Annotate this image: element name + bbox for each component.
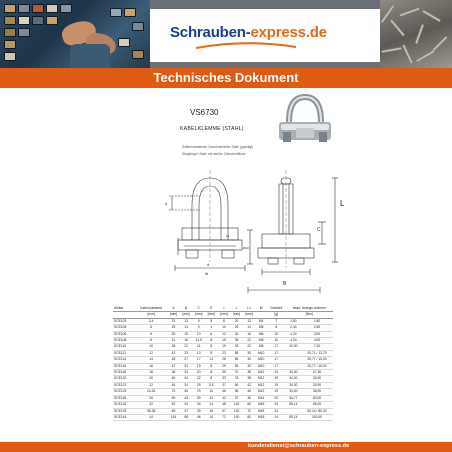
table-cell: 70 (171, 389, 176, 394)
table-unit-cell: [mm] (167, 312, 180, 318)
table-cell: M12 (257, 382, 265, 387)
table-cell: 11 (209, 357, 214, 362)
table-cell: 34 (196, 402, 201, 407)
dim-label-l1: L1 (226, 234, 230, 238)
table-cell: 115 (233, 402, 240, 407)
table-cell: 30 (171, 331, 176, 336)
dimensions-table (113, 306, 333, 421)
table-cell: 39 (196, 408, 201, 413)
table-cell: M12 (257, 389, 265, 394)
table-cell: SCE126 (114, 395, 127, 400)
table-cell: 55,14 (289, 402, 298, 407)
table-cell: 29 (222, 363, 226, 368)
table-header-cell: empf. Anzugs-moment (286, 306, 333, 312)
table-cell: 7,30 (313, 344, 321, 349)
table-cell: 8 (210, 344, 213, 349)
table-unit-cell: [mm] (205, 312, 218, 318)
table-cell: 55 (234, 350, 239, 355)
table-cell: 42 (247, 382, 251, 387)
dim-label-d: d (207, 263, 209, 267)
front-view (169, 170, 245, 271)
table-cell: 48 (222, 402, 226, 407)
table-header-cell: Kabel passend (135, 306, 167, 312)
table-cell: 55 (234, 363, 239, 368)
table-cell: 33,90 (312, 382, 322, 387)
footer-bar (0, 442, 452, 452)
table-cell: 43 (184, 402, 188, 407)
table-cell: 1,50 (290, 318, 297, 323)
table-cell: 14 (184, 325, 188, 330)
table-cell: 58 (184, 414, 188, 419)
table-cell: 25,77 / 15,00 (307, 357, 327, 362)
table-cell: 24 (274, 408, 279, 413)
table-cell: 37 (184, 408, 188, 413)
table-cell: 21 (171, 318, 176, 323)
table-cell: M12 (257, 370, 265, 375)
table-cell: 15 (184, 331, 188, 336)
table-cell: 2,44 (290, 325, 297, 330)
table-cell: 36 (247, 395, 251, 400)
table-header-cell: B (180, 306, 193, 312)
table-cell: 17 (196, 357, 201, 362)
table-cell: 38 (247, 376, 251, 381)
table-cell: 13 (184, 318, 188, 323)
table-cell: SCE105 (114, 325, 127, 330)
table-cell: M4 (258, 318, 264, 323)
table-cell: 22 (247, 344, 251, 349)
table-cell: 100,00 (311, 414, 323, 419)
table-cell: 22 (184, 344, 188, 349)
table-cell: 8 (210, 376, 213, 381)
table-cell: 57 (222, 408, 226, 413)
table-header-cell: L1 (243, 306, 256, 312)
product-photo (279, 97, 331, 142)
dim-label-a: A (165, 202, 168, 206)
table-cell: 14 (247, 325, 251, 330)
table-cell: SCE106 (114, 331, 127, 336)
table-cell: 19 (274, 389, 279, 394)
table-header-cell: M (255, 306, 266, 312)
table-cell: 14 (149, 357, 153, 362)
table-unit-cell: [Nm] (286, 312, 333, 318)
banner-title: Technisches Dokument (153, 70, 299, 85)
table-cell: 43 (171, 350, 176, 355)
table-cell: 12 (209, 395, 214, 400)
table-unit-cell: [mm] (135, 312, 167, 318)
table-cell: 34,40 (289, 389, 298, 394)
table-cell: 1 (210, 325, 213, 330)
table-cell: 24 (274, 402, 279, 407)
table-cell: M18 (257, 408, 265, 413)
table-cell: 32 (247, 363, 251, 368)
table-cell: 14,5 (195, 338, 202, 343)
table-cell: 38 (171, 370, 176, 375)
table-cell: 8 (210, 370, 213, 375)
table-cell: M10 (257, 357, 265, 362)
table-cell: 1,80 (313, 318, 321, 323)
material-spec-1: Seilkennmaterial: Geschmiedeter Stahl (geprägt) (182, 145, 254, 149)
table-cell: 20,71 / 12,70 (307, 350, 327, 355)
table-cell: 12 (222, 331, 226, 336)
table-cell: 65 (171, 408, 176, 413)
table-cell: 46 (222, 389, 226, 394)
table-cell: 20 (196, 370, 201, 375)
brand-name-part1: Schrauben- (170, 24, 251, 41)
table-cell: 60 (247, 402, 251, 407)
table-header-cell: C (192, 306, 205, 312)
table-row (113, 414, 333, 420)
table-cell: SCE116 (114, 363, 127, 368)
table-cell: 24-26 (146, 389, 156, 394)
table-cell: 7 (275, 318, 278, 323)
table-cell: 2,50 (313, 325, 321, 330)
table-cell: 20 (149, 376, 153, 381)
table-cell: M12 (257, 376, 265, 381)
table-cell: 22 (149, 382, 153, 387)
table-cell: 55 (234, 357, 239, 362)
table-cell: 30 (196, 395, 201, 400)
table-cell: 43 (184, 395, 188, 400)
table-cell: 31 (171, 338, 176, 343)
table-cell: 10 (274, 331, 279, 336)
table-cell: 4,24 (290, 338, 297, 343)
table-cell: 10 (149, 344, 153, 349)
table-cell: 17 (274, 363, 279, 368)
table-cell: M8 (258, 344, 264, 349)
table-cell: 31 (184, 363, 188, 368)
table-cell: 37 (222, 382, 226, 387)
table-cell: 19 (222, 344, 226, 349)
table-cell: 25 (196, 382, 201, 387)
table-cell: 5 (150, 325, 153, 330)
table-cell: 15 (222, 338, 226, 343)
table-cell: 13 (196, 350, 201, 355)
table-cell: 8 (223, 318, 225, 323)
table-cell: 10 (209, 389, 214, 394)
table-cell: 16 (149, 363, 153, 368)
table-cell: 17 (274, 357, 279, 362)
table-cell: 43 (234, 344, 239, 349)
table-cell: 6 (210, 331, 213, 336)
dim-label-b: B (283, 281, 287, 287)
table-cell: 44 (149, 414, 153, 419)
table-cell: 9,5 (209, 382, 214, 387)
table-cell: 6 (150, 331, 153, 336)
table-cell: 78 (234, 376, 239, 381)
table-cell: 16 (209, 408, 214, 413)
table-cell: 42 (222, 395, 226, 400)
table-cell: M8 (258, 338, 264, 343)
table-cell: 96 (234, 389, 239, 394)
table-header-cell: A (167, 306, 180, 312)
table-cell: SCE144 (114, 414, 127, 419)
table-cell: 60 (171, 376, 176, 381)
brand-name-part2: express.de (250, 24, 327, 41)
table-cell: 64 (171, 382, 176, 387)
table-cell: M14 (257, 395, 265, 400)
table-unit-cell: [mm] (243, 312, 256, 318)
table-cell: 50,00 (312, 395, 322, 400)
table-cell: 8 (210, 363, 213, 368)
table-header-cell: E (205, 306, 218, 312)
table-cell: 4,24 (290, 331, 297, 336)
table-cell: 23 (222, 350, 226, 355)
table-header-row (113, 306, 333, 312)
dim-label-l: L (340, 199, 345, 208)
table-cell: 8 (150, 338, 153, 343)
table-cell: 8 (210, 338, 213, 343)
dim-label-c: C (317, 227, 321, 233)
table-cell: 70 (234, 370, 239, 375)
table-cell: 19 (274, 370, 279, 375)
table-cell: 27,30 (312, 370, 322, 375)
table-cell: M10 (257, 363, 265, 368)
table-cell: 23 (184, 350, 188, 355)
table-cell: 70 (247, 408, 251, 413)
table-cell: 9 (197, 318, 200, 323)
table-cell: 38 (171, 344, 176, 349)
table-cell: SCE112 (114, 350, 127, 355)
table-cell: 72 (222, 414, 226, 419)
dim-label-width: W (205, 272, 209, 276)
table-cell: 46 (184, 389, 188, 394)
table-cell: SCE118 (114, 370, 127, 375)
table-cell: 115 (170, 414, 177, 419)
table-cell: 16 (247, 331, 251, 336)
table-cell: M5 (258, 325, 264, 330)
table-cell: 80 (234, 382, 239, 387)
table-cell: 39 (222, 370, 226, 375)
table-cell: 19 (274, 382, 279, 387)
table-cell: 42 (171, 363, 176, 368)
table-unit-cell: [mm] (180, 312, 193, 318)
table-cell: 34,30 (289, 382, 298, 387)
table-unit-cell: [mm] (230, 312, 243, 318)
table-unit-cell: [mm] (218, 312, 231, 318)
table-cell: 33 (222, 376, 226, 381)
table-header-cell: Gewicht (267, 306, 286, 312)
table-cell: M16 (257, 402, 265, 407)
table-cell: SCE114 (114, 357, 127, 362)
table-cell: 30 (247, 350, 251, 355)
table-cell: 65,00 (312, 402, 322, 407)
table-cell: 38,90 (312, 389, 322, 394)
table-cell: 5 (210, 318, 213, 323)
table-body (113, 318, 333, 421)
table-cell: 26 (222, 357, 226, 362)
table-cell: 20 (274, 395, 279, 400)
table-cell: 24 (274, 414, 279, 419)
footer-email-link[interactable]: kundendienst@schrauben-express.de (248, 443, 350, 449)
product-name: KABELKLEMME (STAHL) (180, 126, 244, 132)
table-cell: 22 (247, 338, 251, 343)
table-cell: 60,14 / 80,00 (307, 408, 327, 413)
table-cell: 52 (171, 402, 176, 407)
table-cell: SCE103 (114, 318, 127, 323)
table-cell: SCE133 (114, 408, 127, 413)
table-cell: M18 (257, 414, 265, 419)
side-view (247, 170, 338, 293)
table-cell: SCE108 (114, 338, 127, 343)
table-cell: 33 (184, 370, 188, 375)
table-unit-cell: [g] (267, 312, 286, 318)
table-cell: 20 (234, 318, 239, 323)
table-cell: 97 (234, 395, 239, 400)
table-cell: 29 (196, 389, 201, 394)
table-cell: 69 (171, 395, 176, 400)
dim-label-diameter: Ø13 (243, 246, 249, 250)
table-cell: 34 (184, 382, 188, 387)
table-cell: 10 (274, 338, 279, 343)
table-cell: 30 (247, 357, 251, 362)
table-cell: 16 (209, 414, 214, 419)
table-cell: 30 (234, 331, 239, 336)
table-cell: 34,30 (289, 376, 298, 381)
table-cell: 32 (149, 402, 153, 407)
table-cell: 14 (209, 402, 214, 407)
table-cell: 12 (149, 350, 153, 355)
table-cell: 22 (196, 376, 201, 381)
table-cell: 55,14 (289, 414, 298, 419)
table-cell: 25 (171, 325, 176, 330)
table-cell: SCE120 (114, 376, 127, 381)
table-cell: 26 (149, 395, 153, 400)
table-cell: 9 (197, 325, 200, 330)
table-cell: 25 (234, 325, 239, 330)
table-cell: 18 (149, 370, 153, 375)
table-cell: 11 (197, 344, 201, 349)
table-cell: SCE122 (114, 382, 127, 387)
table-cell: M10 (257, 350, 265, 355)
table-cell: 8 (210, 350, 213, 355)
table-cell: 10,30 (289, 344, 298, 349)
table-cell: 34,30 (289, 370, 298, 375)
table-cell: 38-38 (146, 408, 156, 413)
table-cell: 80 (247, 414, 251, 419)
table-cell: 150 (233, 414, 240, 419)
table-cell: 33,90 (312, 376, 322, 381)
table-cell: 8 (275, 325, 278, 330)
table-cell: 38 (247, 370, 251, 375)
table-header-cell: I (218, 306, 231, 312)
table-cell: 19 (274, 376, 279, 381)
table-cell: SCE132 (114, 402, 127, 407)
table-cell: 3-4 (148, 318, 154, 323)
table-cell: 10 (222, 325, 226, 330)
table-cell: 46 (196, 414, 201, 419)
table-cell: 4,50 (313, 338, 321, 343)
table-cell: 17 (274, 350, 279, 355)
table-cell: 25,77 / 16,00 (307, 363, 327, 368)
table-cell: 16 (184, 338, 188, 343)
table-cell: 10 (196, 331, 201, 336)
table-header-cell: Artikel (113, 306, 135, 312)
table-cell: 130 (233, 408, 240, 413)
table-header-cell: L (230, 306, 243, 312)
table-cell: 17 (274, 344, 279, 349)
table-cell: 27 (184, 357, 188, 362)
table-cell: 12 (247, 318, 251, 323)
table-cell: 48 (171, 357, 176, 362)
table-cell: M6 (258, 331, 264, 336)
table-cell: SCE110 (114, 344, 127, 349)
table-cell: 35 (234, 338, 239, 343)
table-cell: 19 (196, 363, 201, 368)
table-cell: 34 (184, 376, 188, 381)
table-cell: SCE123 (114, 389, 127, 394)
table-unit-cell: [mm] (192, 312, 205, 318)
table-cell: 3,90 (313, 331, 321, 336)
material-spec-2: Steigbügel: Stahl mit weißer Zinkoberfläche (182, 152, 246, 156)
table-cell: 46 (247, 389, 251, 394)
product-code: VS6730 (190, 108, 219, 117)
table-cell: 54,77 (289, 395, 298, 400)
